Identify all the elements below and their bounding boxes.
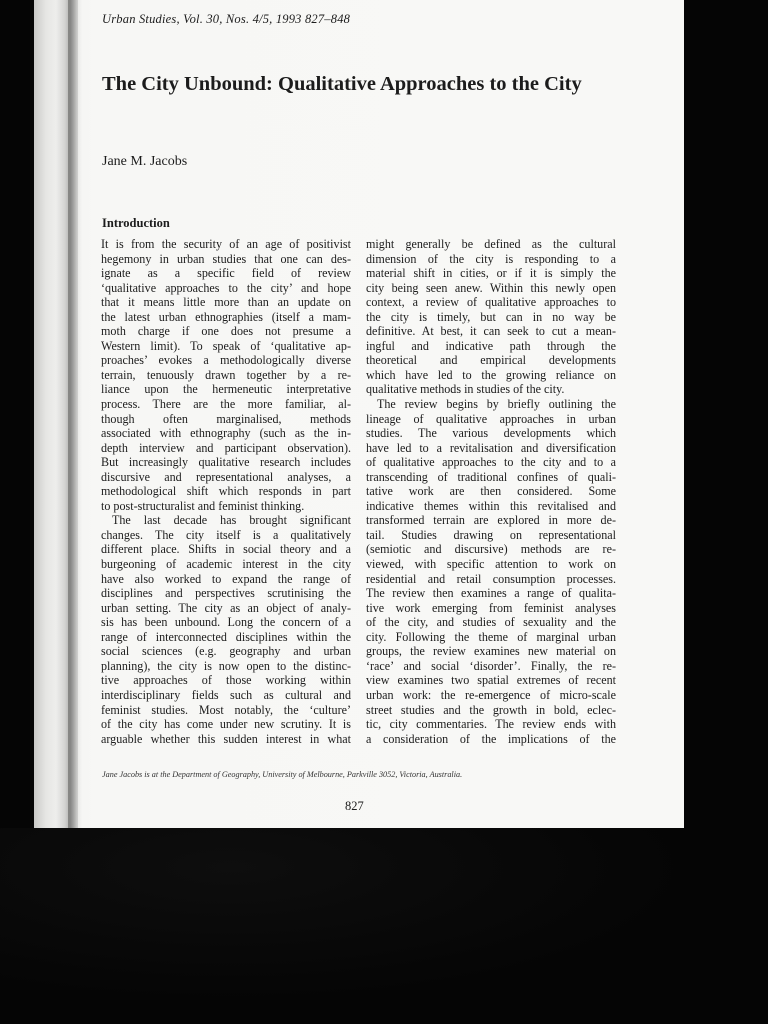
text-line: though often marginalised, methods <box>101 411 351 426</box>
text-line: depth interview and participant observation). <box>101 440 351 455</box>
scan-background <box>0 828 768 1024</box>
text-line: tail. Studies drawing on representational <box>366 527 616 542</box>
text-line: of the city has come under new scrutiny. It is <box>101 717 351 732</box>
text-line: The last decade has brought significant <box>112 513 351 528</box>
text-line: that it means little more than an update on <box>101 295 351 310</box>
text-line: view examines two spatial extremes of recent <box>366 673 616 688</box>
text-line: terrain, tenuously drawn together by a re- <box>101 367 351 382</box>
text-line: process. There are the more familiar, al- <box>101 397 351 412</box>
text-line: But increasingly qualitative research includes <box>101 455 351 470</box>
text-line: have also worked to expand the range of <box>101 571 351 586</box>
text-line: tative work are then considered. Some <box>366 484 616 499</box>
author-affiliation-footnote: Jane Jacobs is at the Department of Geography, University of Melbourne, Parkville 3052, Victoria, Australia. <box>102 770 463 779</box>
text-line: material shift in cities, or if it is simply the <box>366 266 616 281</box>
text-line: burgeoning of academic interest in the city <box>101 557 351 572</box>
text-line: viewed, with specific attention to work on <box>366 557 616 572</box>
text-line: ingful and indicative path through the <box>366 338 616 353</box>
text-line: tive work emerging from feminist analyses <box>366 600 616 615</box>
text-line: street studies and the growth in bold, eclec- <box>366 702 616 717</box>
text-line: disciplines and perspectives scrutinising the <box>101 586 351 601</box>
article-title: The City Unbound: Qualitative Approaches to the City <box>102 73 582 95</box>
text-line: tic, city commentaries. The review ends with <box>366 717 616 732</box>
text-line: hegemony in urban studies that one can des- <box>101 251 351 266</box>
left-text-column <box>101 237 351 746</box>
text-line: city being seen anew. Within this newly open <box>366 280 616 295</box>
text-line: the city is timely, but can in no way be <box>366 309 616 324</box>
text-line: feminist studies. Most notably, the ‘culture’ <box>101 702 351 717</box>
text-line: dimension of the city is responding to a <box>366 251 616 266</box>
text-line: the latest urban ethnographies (itself a mam- <box>101 309 351 324</box>
text-line: a consideration of the implications of the <box>366 731 616 746</box>
text-line: indicative themes within this revitalised and <box>366 498 616 513</box>
text-line: planning), the city is now open to the distinc- <box>101 658 351 673</box>
text-line: The review then examines a range of qualita- <box>366 586 616 601</box>
text-line: city. Following the theme of marginal urban <box>366 629 616 644</box>
text-line: transformed terrain are explored in more de- <box>366 513 616 528</box>
text-line: social sciences (e.g. geography and urban <box>101 644 351 659</box>
right-text-column <box>366 237 616 746</box>
section-heading: Introduction <box>102 216 170 230</box>
text-line: It is from the security of an age of positivist <box>101 237 351 251</box>
text-line: sis has been unbound. Long the concern of a <box>101 615 351 630</box>
text-line: ‘race’ and social ‘disorder’. Finally, the re- <box>366 658 616 673</box>
text-line: ‘qualitative approaches to the city’ and hope <box>101 280 351 295</box>
text-line: lineage of qualitative approaches in urban <box>366 411 616 426</box>
text-line: transcending of traditional confines of quali- <box>366 469 616 484</box>
text-line: proaches’ evokes a methodologically diverse <box>101 353 351 368</box>
text-line: methodological shift which responds in part <box>101 484 351 499</box>
text-line: discursive and representational analyses, a <box>101 469 351 484</box>
text-line: urban work: the re-emergence of micro-scale <box>366 687 616 702</box>
text-line: studies. The various developments which <box>366 426 616 441</box>
text-line: different place. Shifts in social theory and a <box>101 542 351 557</box>
text-line: tive approaches of those working within <box>101 673 351 688</box>
text-line: groups, the review examines new material on <box>366 644 616 659</box>
text-line: of the city, and studies of sexuality and the <box>366 615 616 630</box>
text-line: ignate as a specific field of review <box>101 266 351 281</box>
text-line: changes. The city itself is a qualitatively <box>101 527 351 542</box>
text-line: associated with ethnography (such as the in- <box>101 426 351 441</box>
text-line: liance upon the hermeneutic interpretative <box>101 382 351 397</box>
text-line: theoretical and empirical developments <box>366 353 616 368</box>
text-line: arguable whether this sudden interest in what <box>101 731 351 746</box>
page-number: 827 <box>345 799 364 813</box>
text-line: interdisciplinary fields such as cultural and <box>101 687 351 702</box>
text-line: context, a review of qualitative approaches to <box>366 295 616 310</box>
text-line: moth charge if one does not presume a <box>101 324 351 339</box>
text-line: Western limit). To speak of ‘qualitative ap- <box>101 338 351 353</box>
text-line: which have led to the growing reliance on <box>366 367 616 382</box>
text-line: qualitative methods in studies of the city. <box>366 382 565 397</box>
text-line: range of interconnected disciplines within the <box>101 629 351 644</box>
binding-shadow <box>56 0 82 828</box>
text-line: residential and retail consumption processes. <box>366 571 616 586</box>
text-line: The review begins by briefly outlining the <box>377 397 616 412</box>
journal-header: Urban Studies, Vol. 30, Nos. 4/5, 1993 827–848 <box>102 12 351 26</box>
text-line: (semiotic and discursive) methods are re- <box>366 542 616 557</box>
author-name: Jane M. Jacobs <box>102 154 188 169</box>
text-line: have led to a revitalisation and diversification <box>366 440 616 455</box>
text-line: of qualitative approaches to the city and to a <box>366 455 616 470</box>
text-line: to post-structuralist and feminist thinking. <box>101 498 305 513</box>
text-line: might generally be defined as the cultural <box>366 237 616 251</box>
text-line: definitive. At best, it can seek to cut a mean- <box>366 324 616 339</box>
text-line: urban setting. The city as an object of analy- <box>101 600 351 615</box>
